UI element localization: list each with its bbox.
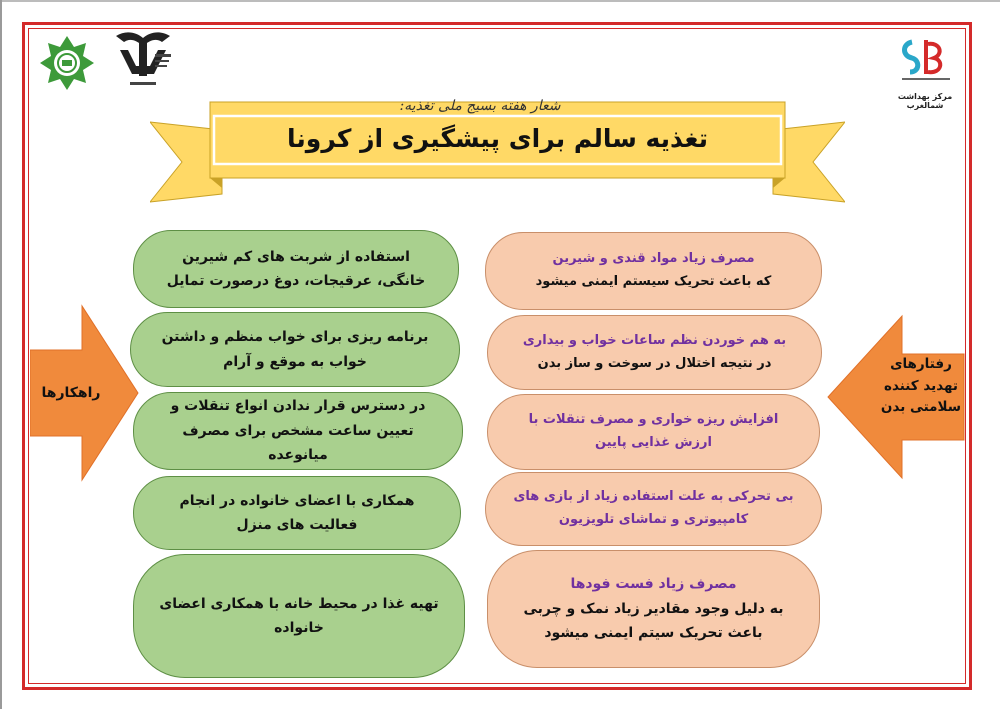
behavior-title-5: مصرف زیاد فست فودها — [570, 576, 737, 593]
left-edge-line — [0, 0, 2, 709]
solution-pill-4 — [133, 476, 461, 550]
behavior-detail-2: در نتیجه اختلال در سوخت و ساز بدن — [537, 355, 772, 371]
behavior-title-4: بی تحرکی به علت استفاده زیاد از بازی های کامپیوتری و تماشای تلویزیون — [513, 489, 794, 527]
sepah-emblem-logo — [108, 28, 178, 94]
behavior-detail-1: که باعث تحریک سیستم ایمنی میشود — [535, 274, 772, 289]
behavior-pill-3 — [487, 394, 820, 470]
behaviors-label: رفتارهای تهدید کننده سلامتی بدن — [880, 356, 962, 416]
solution-text-4: همکاری با اعضای خانواده در انجام فعالیت های منزل — [179, 492, 415, 533]
solution-text-2: برنامه ریزی برای خواب منظم و داشتن خواب به موقع و آرام — [161, 329, 429, 370]
right-logo-caption: مرکز بهداشت شمالغرب — [897, 92, 953, 110]
behavior-pill-1 — [485, 232, 822, 310]
behavior-detail-5: به دلیل وجود مقادیر زیاد نمک و چربی باعث تحریک سیتم ایمنی میشود — [523, 600, 784, 642]
solution-pill-5 — [133, 554, 465, 678]
behavior-title-3: افزایش ریزه خواری و مصرف تنقلات با ارزش غذایی پایین — [528, 412, 779, 450]
top-edge-line — [0, 0, 1000, 2]
solution-text-1: استفاده از شربت های کم شیرین خانگی، عرقیجات، دوغ درصورت تمایل — [166, 248, 426, 289]
solution-pill-2 — [130, 312, 460, 387]
slogan-title: تغذیه سالم برای پیشگیری از کرونا — [287, 124, 708, 153]
behavior-pill-4 — [485, 472, 822, 546]
slogan-subtitle: شعار هفته بسیج ملی تغذیه: — [399, 98, 561, 114]
behavior-title-1: مصرف زیاد مواد قندی و شیرین — [552, 251, 755, 267]
solutions-label: راهکارها — [41, 385, 101, 401]
health-center-logo — [898, 36, 954, 88]
solution-pill-1 — [133, 230, 459, 308]
behavior-title-2: به هم خوردن نظم ساعات خواب و بیداری — [522, 332, 787, 348]
behavior-pill-5 — [487, 550, 820, 668]
tehran-municipality-logo — [38, 34, 96, 92]
solution-pill-3 — [133, 392, 463, 470]
solution-text-5: تهیه غذا در محیط خانه با همکاری اعضای خانواده — [159, 595, 439, 636]
solution-text-3: در دسترس قرار ندادن انواع تنقلات و تعیین ساعت مشخص برای مصرف میانوعده — [170, 398, 426, 464]
behavior-pill-2 — [487, 315, 822, 390]
